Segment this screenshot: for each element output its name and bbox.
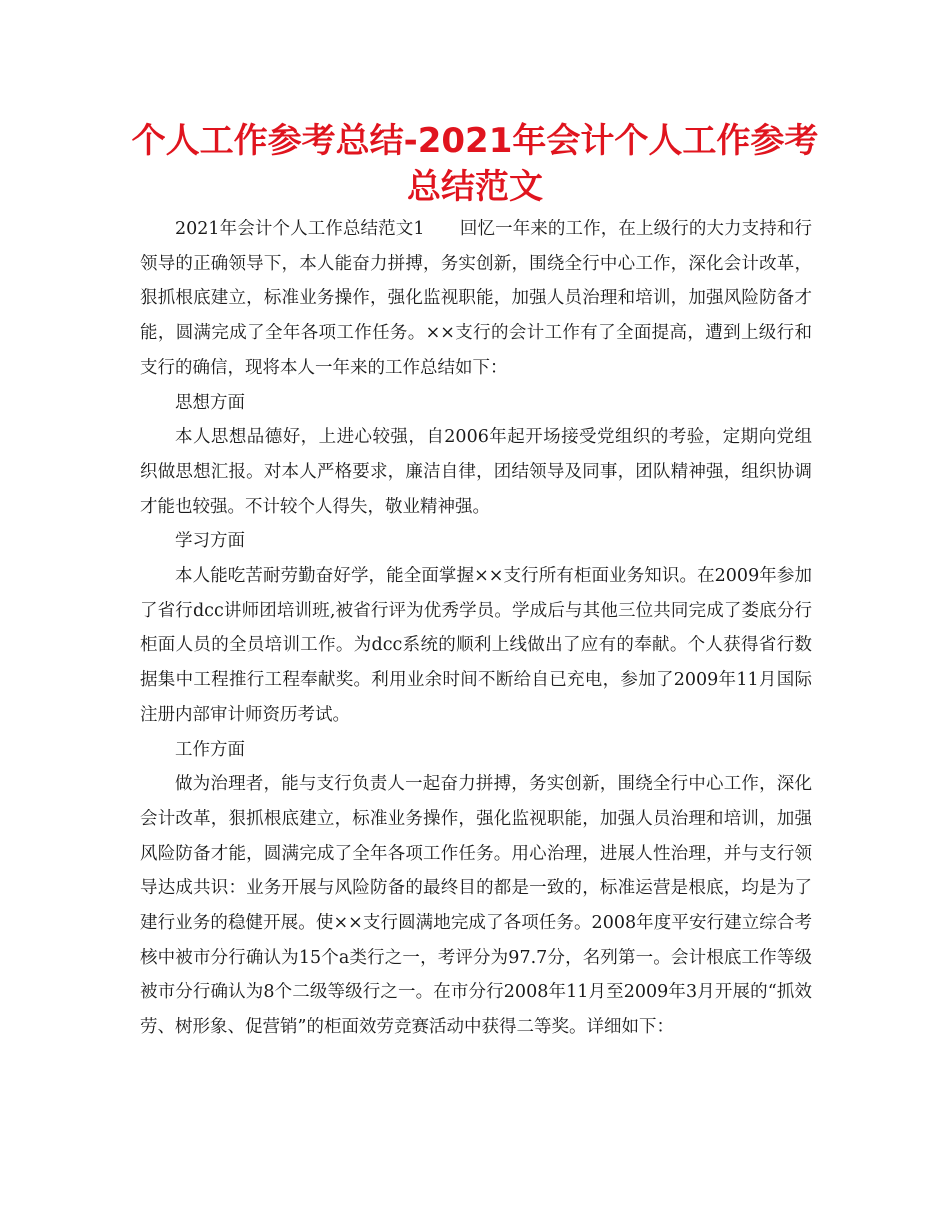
- section-heading-work: 工作方面: [175, 739, 245, 760]
- paragraph-work: 做为治理者，能与支行负责人一起奋力拼搏，务实创新，围绕全行中心工作，深化会计改革，狠抓根底建立，标准业务操作，强化监视职能，加强人员治理和培训，加强风险防备才能，圆满完成了全年各项工作任务。用心治理，进展人性治理，并与支行领导达成共识：业务开展与风险防备的最终目的都是一致的，标准运营是根底，均是为了建行业务的稳健开展。使××支行圆满地完成了各项任务。2008年度平安行建立综合考核中被市分行确认为15个a类行之一，考评分为97.7分，名列第一。会计根底工作等级被市分行确认为8个二级等级行之一。在市分行2008年11月至2009年3月开展的“抓效劳、树形象、促营销”的柜面效劳竞赛活动中获得二等奖。详细如下：: [140, 774, 812, 1038]
- paragraph-intro: 2021年会计个人工作总结范文1 回忆一年来的工作，在上级行的大力支持和行领导的正确领导下，本人能奋力拼搏，务实创新，围绕全行中心工作，深化会计改革，狠抓根底建立，标准业务操作，强化监视职能，加强人员治理和培训，加强风险防备才能，圆满完成了全年各项工作任务。××支行的会计工作有了全面提高，遭到上级行和支行的确信，现将本人一年来的工作总结如下：: [140, 219, 812, 378]
- document-body: [140, 212, 812, 1045]
- section-heading-thought: 思想方面: [175, 392, 245, 413]
- paragraph-study: 本人能吃苦耐劳勤奋好学，能全面掌握××支行所有柜面业务知识。在2009年参加了省行dcc讲师团培训班,被省行评为优秀学员。学成后与其他三位共同完成了娄底分行柜面人员的全员培训工作。为dcc系统的顺利上线做出了应有的奉献。个人获得省行数据集中工程推行工程奉献奖。利用业余时间不断给自已充电，参加了2009年11月国际注册内部审计师资历考试。: [140, 566, 812, 725]
- section-heading-study: 学习方面: [175, 531, 245, 552]
- document-title: 个人工作参考总结-2021年会计个人工作参考总结范文: [131, 121, 819, 207]
- paragraph-thought: 本人思想品德好，上进心较强，自2006年起开场接受党组织的考验，定期向党组织做思想汇报。对本人严格要求，廉洁自律，团结领导及同事，团队精神强，组织协调才能也较强。不计较个人得失，敬业精神强。: [140, 427, 812, 517]
